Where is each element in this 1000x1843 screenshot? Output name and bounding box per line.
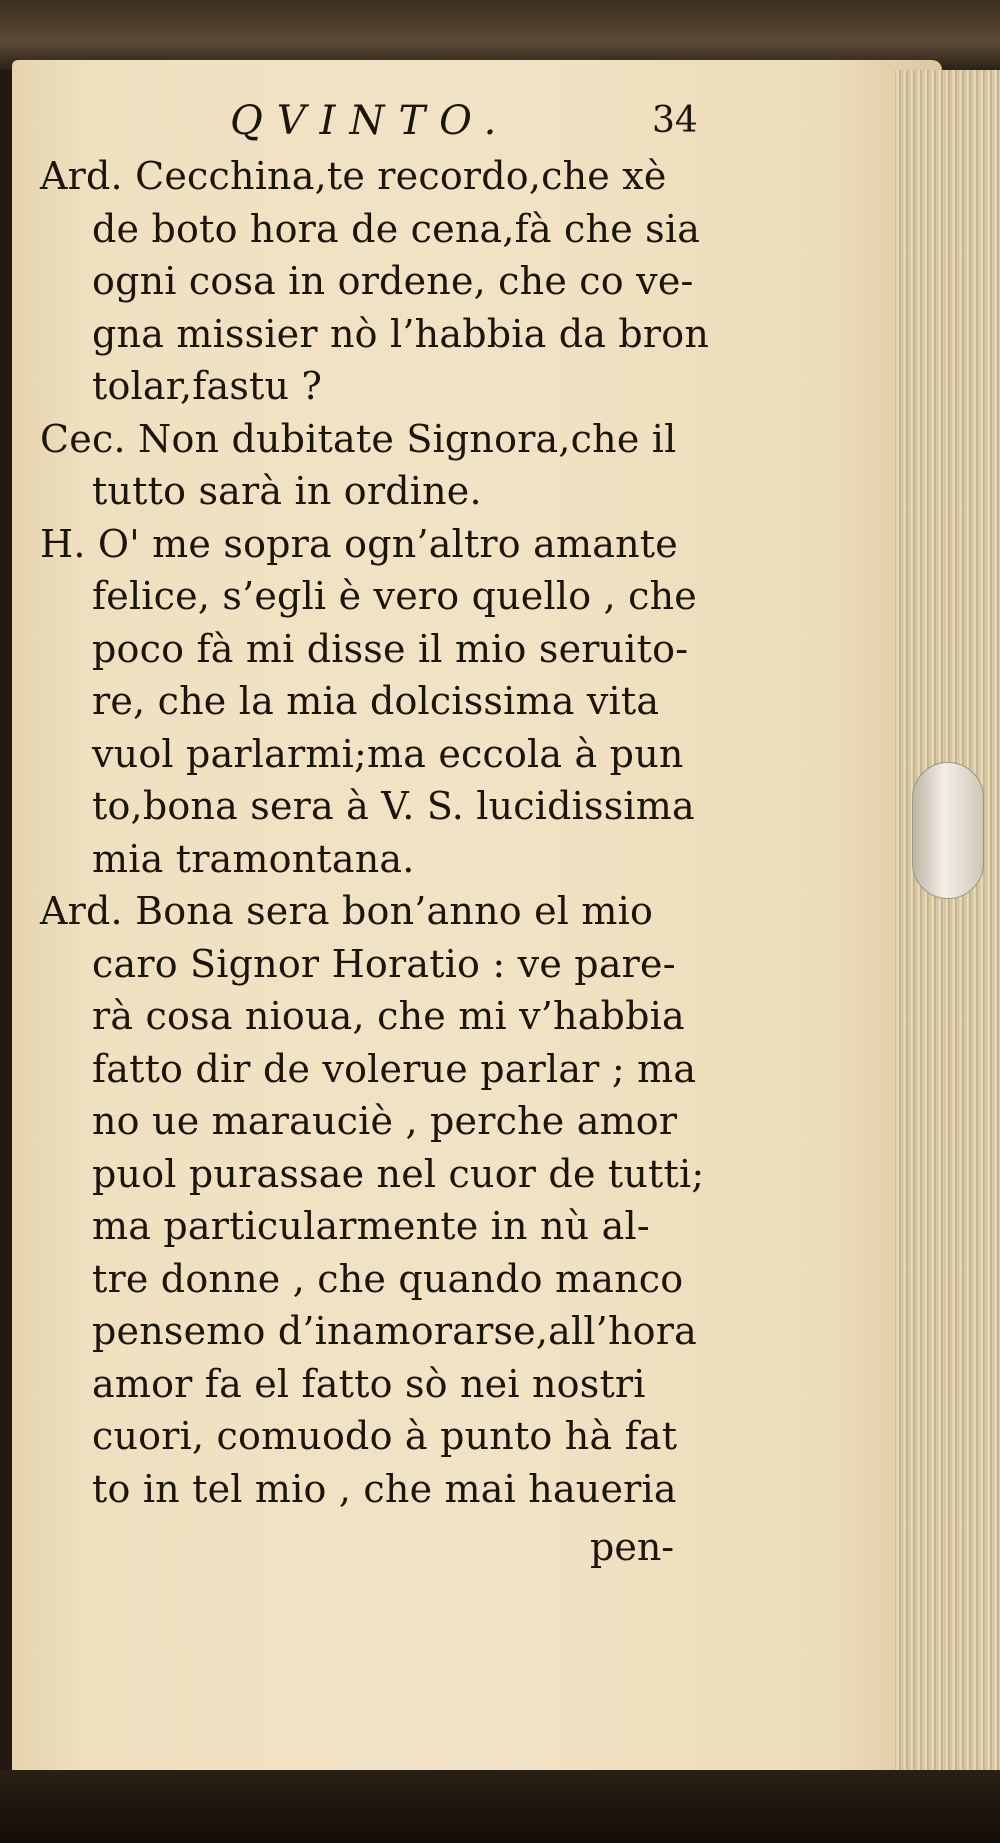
text-line: poco fà mi disse il mio seruito- (92, 626, 689, 671)
text-line: re, che la mia dolcissima vita (92, 679, 660, 723)
text-line: Cec. Non dubitate Signora,che il (40, 416, 677, 461)
binding-bottom (0, 1770, 1000, 1843)
speech (40, 150, 760, 413)
text-line: Ard. Cecchina,te recordo,che xè (40, 154, 667, 198)
page-text (40, 90, 760, 1574)
speech (40, 518, 760, 886)
text-line: vuol parlarmi;ma eccola à pun (92, 731, 684, 776)
text-line: fatto dir de volerue parlar ; ma (92, 1046, 697, 1091)
text-line: de boto hora de cena,fà che sia (92, 206, 701, 251)
text-line: to,bona sera à V. S. lucidissima (92, 784, 695, 828)
running-head-row (40, 90, 760, 150)
text-line: ogni cosa in ordene, che co ve- (92, 259, 694, 303)
text-line: mia tramontana. (92, 836, 415, 881)
text-line: tolar,fastu ? (92, 364, 323, 408)
text-line: rà cosa nioua, che mi v’habbia (92, 994, 685, 1038)
text-line: felice, s’egli è vero quello , che (92, 574, 697, 618)
page-number: 34 (652, 100, 698, 141)
text-line: caro Signor Horatio : ve pare- (92, 941, 676, 986)
catchword: pen- (590, 1525, 675, 1569)
running-head: QVINTO. (230, 98, 511, 144)
text-line: amor fa el fatto sò nei nostri (92, 1361, 646, 1406)
speech (40, 413, 760, 518)
text-line: tre donne , che quando manco (92, 1256, 684, 1301)
text-line: ma particularmente in nù al- (92, 1204, 650, 1248)
text-line: tutto sarà in ordine. (92, 469, 482, 513)
text-line: pensemo d’inamorarse,all’hora (92, 1309, 697, 1353)
text-line: gna missier nò l’habbia da bron (92, 311, 710, 356)
text-line: no ue marauciè , perche amor (92, 1099, 678, 1143)
text-line: Ard. Bona sera bon’anno el mio (40, 889, 654, 933)
bookmark-tab (912, 762, 984, 899)
text-line: cuori, comuodo à punto hà fat (92, 1414, 678, 1458)
text-line: to in tel mio , che mai haueria (92, 1466, 677, 1511)
page-edges (895, 70, 1000, 1775)
speech (40, 885, 760, 1515)
text-line: puol purassae nel cuor de tutti; (92, 1151, 705, 1196)
text-line: H. O' me sopra ogn’altro amante (40, 521, 678, 566)
